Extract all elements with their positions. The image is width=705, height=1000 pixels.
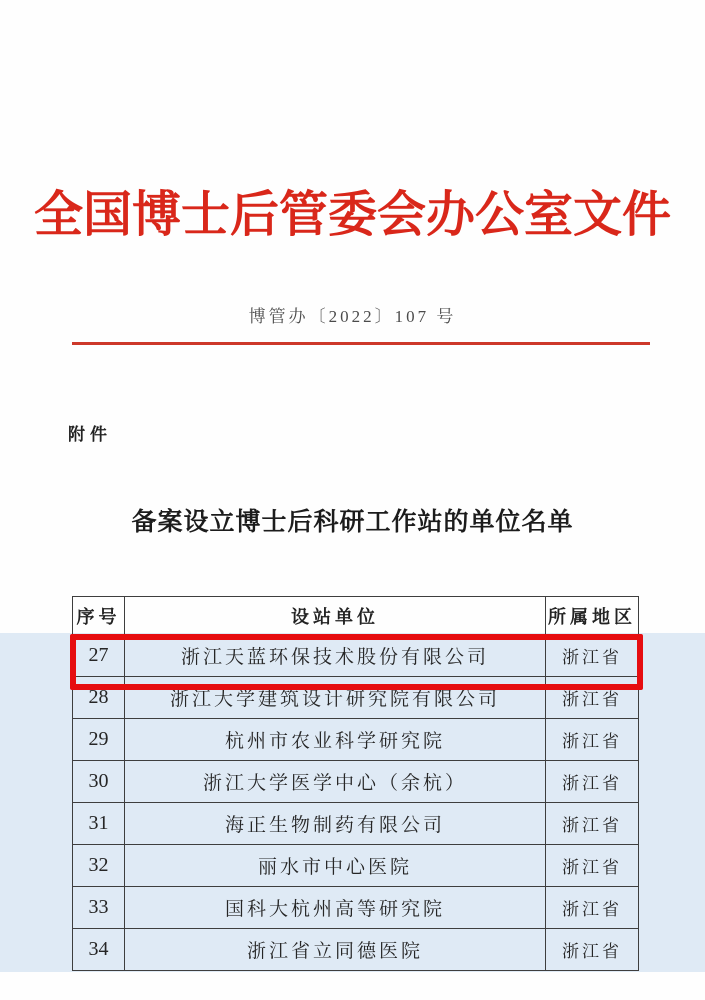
table-row xyxy=(73,845,639,887)
table-row xyxy=(73,635,639,677)
table-row xyxy=(73,677,639,719)
table-row xyxy=(73,803,639,845)
document-number: 博管办〔2022〕107 号 xyxy=(248,307,457,326)
table-header-row xyxy=(73,597,639,635)
row-unit: 杭州市农业科学研究院 xyxy=(125,719,546,761)
row-region: 浙江省 xyxy=(546,803,639,845)
table-row xyxy=(73,887,639,929)
row-unit: 国科大杭州高等研究院 xyxy=(125,887,546,929)
table-title: 备案设立博士后科研工作站的单位名单 xyxy=(131,509,574,536)
header-unit: 设站单位 xyxy=(125,597,546,635)
row-unit: 浙江省立同德医院 xyxy=(125,929,546,971)
row-no: 33 xyxy=(73,887,125,929)
row-region: 浙江省 xyxy=(546,635,639,677)
row-no: 34 xyxy=(73,929,125,971)
row-no: 30 xyxy=(73,761,125,803)
units-table xyxy=(72,596,639,971)
row-unit: 浙江大学建筑设计研究院有限公司 xyxy=(125,677,546,719)
row-region: 浙江省 xyxy=(546,677,639,719)
row-unit: 丽水市中心医院 xyxy=(125,845,546,887)
attachment-label: 附件 xyxy=(68,425,112,444)
row-region: 浙江省 xyxy=(546,761,639,803)
row-region: 浙江省 xyxy=(546,929,639,971)
table-row xyxy=(73,719,639,761)
red-divider-rule xyxy=(72,342,650,345)
row-no: 29 xyxy=(73,719,125,761)
row-no: 32 xyxy=(73,845,125,887)
header-region: 所属地区 xyxy=(546,597,639,635)
row-region: 浙江省 xyxy=(546,887,639,929)
row-no: 31 xyxy=(73,803,125,845)
header-no: 序号 xyxy=(73,597,125,635)
row-unit: 浙江天蓝环保技术股份有限公司 xyxy=(125,635,546,677)
row-unit: 海正生物制药有限公司 xyxy=(125,803,546,845)
table-row xyxy=(73,929,639,971)
row-region: 浙江省 xyxy=(546,719,639,761)
row-no: 28 xyxy=(73,677,125,719)
row-no: 27 xyxy=(73,635,125,677)
document-title: 全国博士后管委会办公室文件 xyxy=(33,187,671,242)
row-region: 浙江省 xyxy=(546,845,639,887)
row-unit: 浙江大学医学中心（余杭） xyxy=(125,761,546,803)
table-row xyxy=(73,761,639,803)
